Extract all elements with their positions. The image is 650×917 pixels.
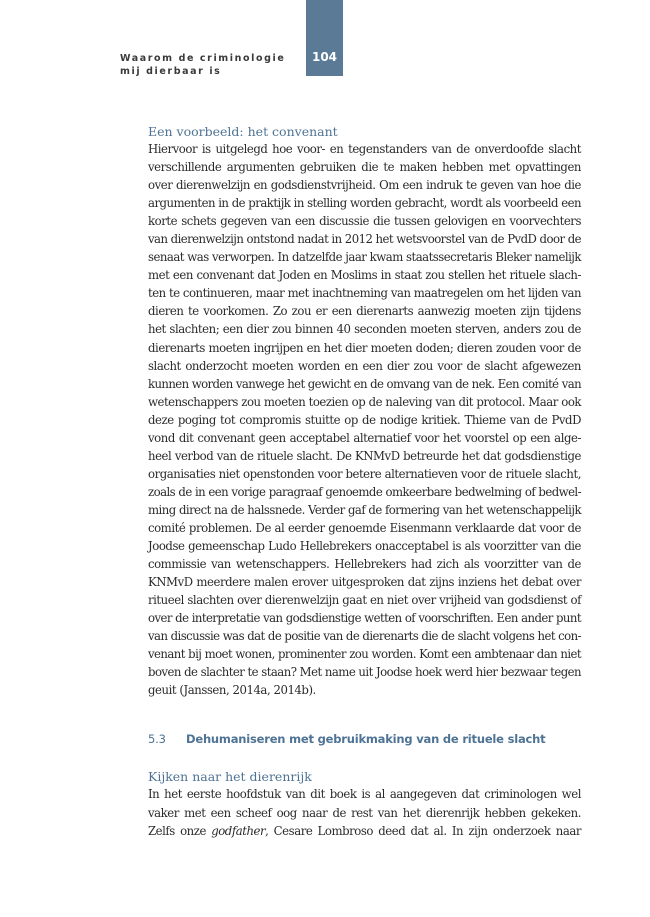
- body-line: dierenarts moeten ingrijpen en het dier moeten doden; dieren zouden voor de: [148, 340, 581, 355]
- body-line: van dierenwelzijn ontstond nadat in 2012 het wetsvoorstel van de PvdD door de: [148, 232, 581, 247]
- body-line: vaker met een scheef oog naar de rest van het dierenrijk hebben gekeken.: [148, 805, 581, 820]
- running-head: [120, 52, 285, 78]
- body-line: dieren te voorkomen. Zo zou er een dierenarts aanwezig moeten zijn tijdens: [148, 304, 581, 319]
- section-heading: [148, 731, 581, 747]
- body-line: Hiervoor is uitgelegd hoe voor- en tegenstanders van de onverdoofde slacht: [148, 142, 581, 156]
- body-line: boven de slachter te staan? Met name uit Joodse hoek werd hier bezwaar tegen: [148, 665, 581, 680]
- body-line: zoals de in een vorige paragraaf genoemde omkeerbare bedwelming of bedwel-: [148, 484, 581, 499]
- body-line: deze poging tot compromis stuitte op de nodige kritiek. Thieme van de PvdD: [148, 412, 581, 427]
- body-line: geuit (Janssen, 2014a, 2014b).: [148, 683, 316, 698]
- page-number-tab: [306, 0, 343, 76]
- body-line: comité problemen. De al eerder genoemde Eisenmann verklaarde dat voor de: [148, 520, 581, 535]
- body-line: commissie van wetenschappers. Hellebrekers had zich als voorzitter van de: [148, 557, 581, 572]
- page-content: [148, 124, 581, 840]
- text-run: , Cesare Lombroso deed dat al. In zijn onderzoek naar: [265, 823, 582, 838]
- body-line: van discussie was dat de positie van de dierenarts die de slacht volgens het con-: [148, 629, 581, 644]
- body-line: over de interpretatie van godsdienstige wetten of voorschriften. Een ander punt: [148, 611, 581, 626]
- body-line: In het eerste hoofdstuk van dit boek is al aangegeven dat criminologen wel: [148, 787, 581, 802]
- body-line: kunnen worden vanwege het gewicht en de omvang van de nek. Een comité van: [148, 376, 581, 391]
- body-line: ming direct na de halssnede. Verder gaf de formering van het wetenschappelijk: [148, 502, 581, 517]
- paragraph-convenant: [148, 140, 581, 699]
- section-title: Dehumaniseren met gebruikmaking van de rituele slacht: [186, 732, 546, 747]
- body-line: wetenschappers zou moeten toezien op de naleving van dit protocol. Maar ook: [148, 394, 581, 409]
- running-head-line-1: Waarom de criminologie: [120, 53, 286, 64]
- body-line: vond dit convenant geen acceptabel alternatief voor het voorstel op een alge-: [148, 430, 581, 445]
- page-number: 104: [311, 50, 338, 64]
- body-line: argumenten in de praktijk in stelling worden gebracht, wordt als voorbeeld een: [148, 196, 581, 211]
- subheading-dierenrijk: Kijken naar het dierenrijk: [148, 769, 312, 785]
- body-line: KNMvD meerdere malen erover uitgesproken dat zijns inziens het debat over: [148, 575, 581, 590]
- text-run: Zelfs onze: [148, 823, 212, 838]
- body-line: ritueel slachten over dierenwelzijn gaat en niet over vrijheid van godsdienst of: [148, 593, 581, 608]
- italic-term: godfather: [211, 823, 266, 838]
- paragraph-dierenrijk: [148, 785, 581, 821]
- body-line: het slachten; een dier zou binnen 40 seconden moeten sterven, anders zou de: [148, 322, 581, 337]
- body-line: ten te continueren, maar met inachtneming van maatregelen om het lijden van: [148, 286, 581, 301]
- body-line: senaat was verworpen. In datzelfde jaar kwam staatssecretaris Bleker namelijk: [148, 250, 581, 265]
- body-line: met een convenant dat Joden en Moslims in staat zou stellen het rituele slach-: [148, 268, 581, 283]
- body-line: venant bij moet wonen, prominenter zou worden. Komt een ambtenaar dan niet: [148, 647, 581, 662]
- body-line: slacht onderzocht moeten worden en een dier zou voor de slacht afgewezen: [148, 358, 581, 373]
- body-line: organisaties niet openstonden voor betere alternatieven voor de rituele slacht,: [148, 466, 581, 481]
- body-line: over dierenwelzijn en godsdienstvrijheid. Om een indruk te geven van hoe die: [148, 178, 581, 193]
- body-line: heel verbod van de rituele slacht. De KNMvD betreurde het dat godsdienstige: [148, 448, 581, 463]
- section-number: 5.3: [148, 732, 166, 747]
- running-head-line-2: mij dierbaar is: [120, 66, 222, 77]
- body-line: [148, 822, 581, 840]
- body-line: korte schets gegeven van een discussie die tussen gelovigen en voorvechters: [148, 214, 581, 229]
- body-line: verschillende argumenten gebruiken die te maken hebben met opvattingen: [148, 160, 581, 175]
- body-line: Joodse gemeenschap Ludo Hellebrekers onacceptabel is als voorzitter van die: [148, 539, 581, 554]
- subheading-convenant: Een voorbeeld: het convenant: [148, 124, 338, 139]
